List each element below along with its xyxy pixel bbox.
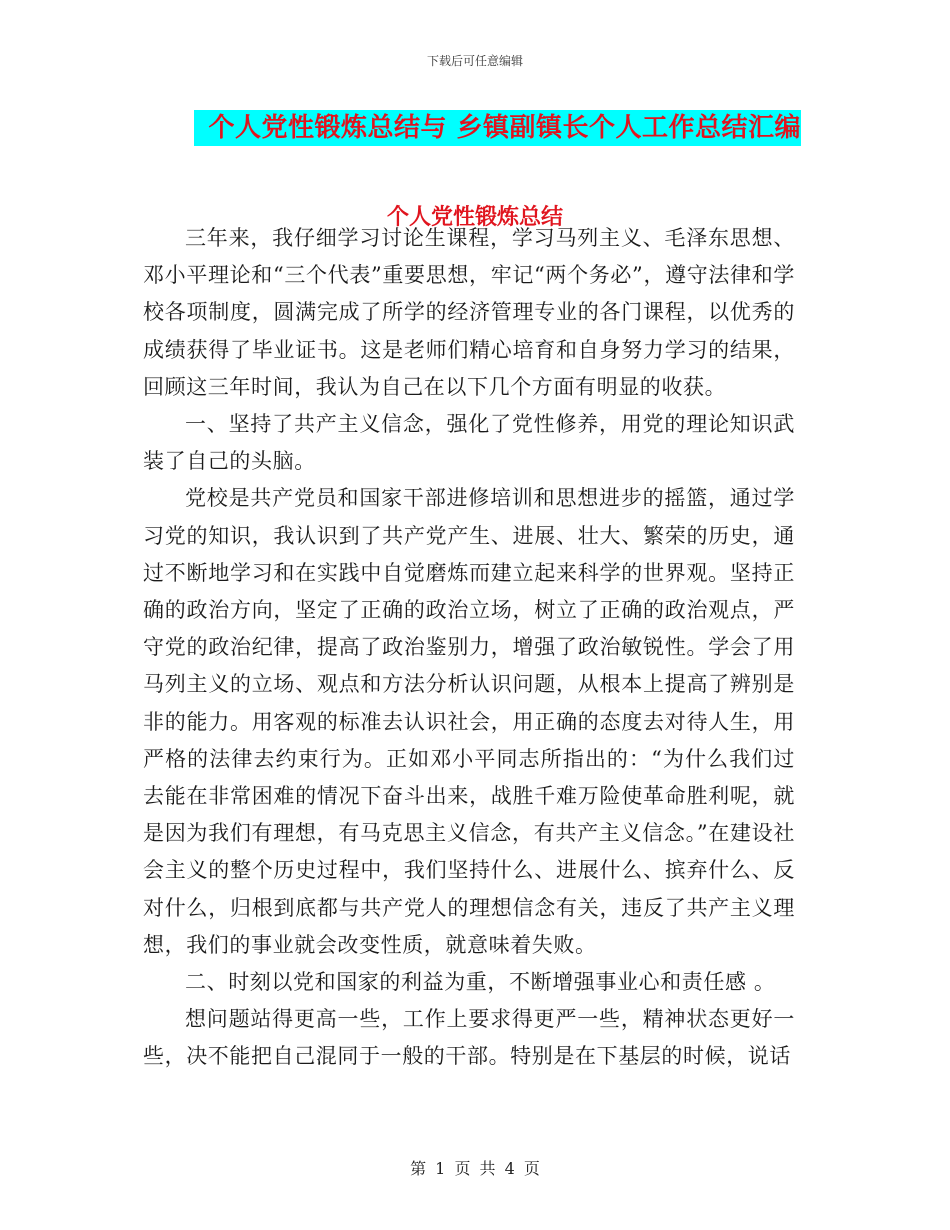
section-title: 个人党性锻炼总结 xyxy=(386,204,563,230)
page-header: 下载后可任意编辑 xyxy=(426,54,523,68)
document-body xyxy=(143,220,795,1076)
paragraph-3: 党校是共产党员和国家干部进修培训和思想进步的摇篮，通过学习党的知识，我认识到了共产党产生、进展、壮大、繁荣的历史，通过不断地学习和在实践中自觉磨炼而建立起来科学的世界观。坚持正确的政治方向，坚定了正确的政治立场，树立了正确的政治观点，严守党的政治纪律，提高了政治鉴别力，增强了政治敏锐性。学会了用马列主义的立场、观点和方法分析认识问题，从根本上提高了辨别是非的能力。用客观的标准去认识社会，用正确的态度去对待人生，用严格的法律去约束行为。正如邓小平同志所指出的：“为什么我们过去能在非常困难的情况下奋斗出来，战胜千难万险使革命胜利呢，就是因为我们有理想，有马克思主义信念，有共产主义信念。”在建设社会主义的整个历史过程中，我们坚持什么、进展什么、摈弃什么、反对什么，归根到底都与共产党人的理想信念有关，违反了共产主义理想，我们的事业就会改变性质，就意味着失败。 xyxy=(143,486,795,957)
paragraph-2: 一、坚持了共产主义信念，强化了党性修养，用党的理论知识武装了自己的头脑。 xyxy=(143,412,795,474)
page-footer: 第 1 页 共 4 页 xyxy=(410,1159,540,1178)
document-title: 个人党性锻炼总结与 乡镇副镇长个人工作总结汇编 xyxy=(208,113,801,143)
paragraph-1: 三年来，我仔细学习讨论生课程，学习马列主义、毛泽东思想、邓小平理论和“三个代表”重要思想，牢记“两个务必”，遵守法律和学校各项制度，圆满完成了所学的经济管理专业的各门课程，以优秀的成绩获得了毕业证书。这是老师们精心培育和自身努力学习的结果，回顾这三年时间，我认为自己在以下几个方面有明显的收获。 xyxy=(143,226,795,399)
paragraph-4: 二、时刻以党和国家的利益为重，不断增强事业心和责任感 。 xyxy=(185,970,776,995)
title-highlight xyxy=(194,110,801,146)
paragraph-5: 想问题站得更高一些，工作上要求得更严一些，精神状态更好一些，决不能把自己混同于一般的干部。特别是在下基层的时候，说话 xyxy=(143,1007,795,1069)
